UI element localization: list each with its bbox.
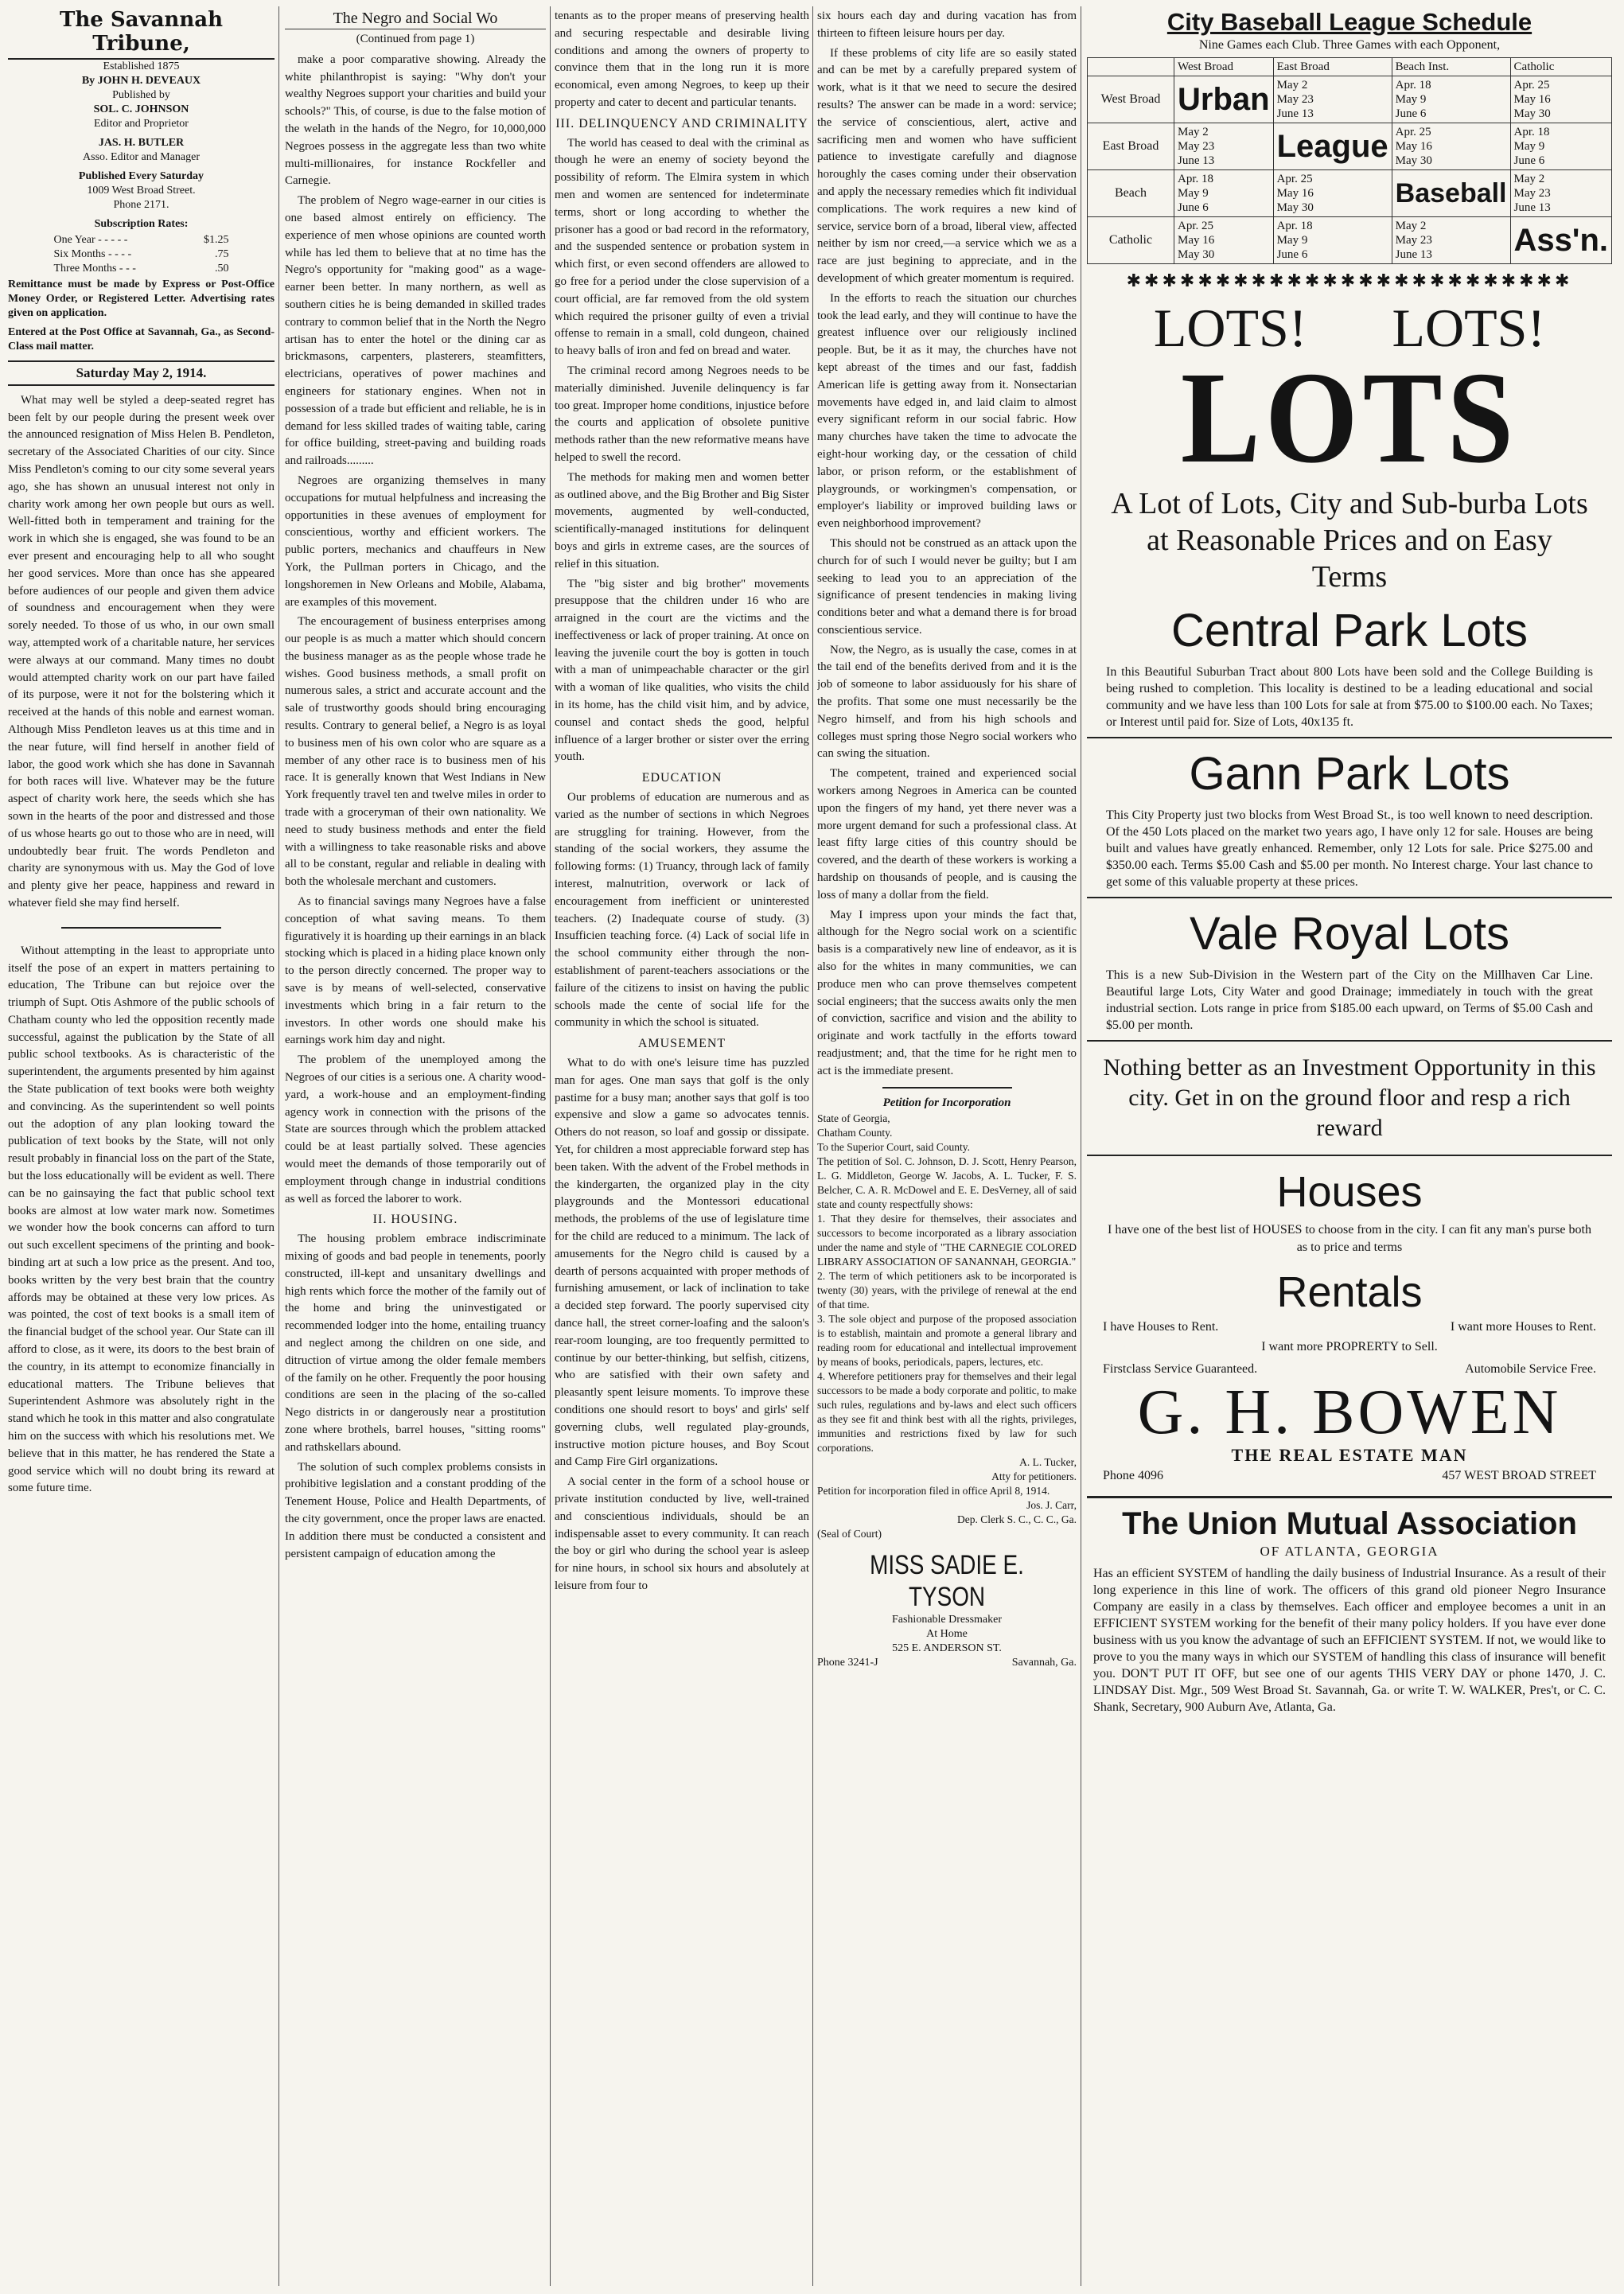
central-park-body: In this Beautiful Suburban Tract about 800 Lots have been sold and the College Building is being rushed to completion. This locality is destined to be a leading educational and social community and we have less than 100 Lots for sale at from $75.00 to $100.00 each. No Taxes; or Interest until paid for. Size of Lots, 40x135 ft. [1106, 664, 1593, 729]
petition-line: 1. That they desire for themselves, their associates and successors to become incorporated as a library association under the name and style of "THE CARNEGIE COLORED LIBRARY ASSOCIATION OF SANANNAH, GEORGIA." [817, 1213, 1077, 1268]
table-row [1088, 169, 1612, 216]
real-estate-advertisement [1087, 298, 1612, 1485]
paragraph: May I impress upon your minds the fact that, although for the Negro social work on a scientific basis is a comparatively new line of endeavor, as it is also for the whites in many communities, we can produce men who can prove themselves competent social engineers; that the success awaits only the men of conviction, sacrifice and vision and the ability to originate and work tactfully in the efforts toward readjustment; and, that the time for he right men to act is the immediate present. [817, 908, 1077, 1077]
table-cell: Apr. 18 May 9 June 6 [1273, 216, 1392, 263]
table-row [1088, 123, 1612, 169]
petition-line: 4. Wherefore petitioners pray for themselves and their legal successors to be made a body corporate and politic, to make such rules, regulations and by-laws and elect such officers as they see fit and think best with all the rights, privileges, immunities and restrictions fixed by law for such corporations. [817, 1370, 1077, 1455]
paragraph: Negroes are organizing themselves in many occupations for mutual helpfulness and increasing the opportunities in these avenues of employment for conscientious, worthy and efficient workers. The public porters, mechanics and chauffeurs in New York, the Pullman porters in Chicago, and the longshoremen in New Orleans and Mobile, Alabama, are examples of this movement. [285, 473, 546, 609]
table-cell: May 2 May 23 June 13 [1273, 76, 1392, 123]
paragraph: In the efforts to reach the situation our churches took the lead early, and they will continue to have the greatest influence over our religiously inclined people. But, be it as it may, the churches have not kept abreast of the times and our fast, faddish American life is getting away from it. Nonsectarian movements have edged in, and laid claim to almost every significant reform in our social fabric. How many churches have taken the time to advocate the eight-hour working day, or the cessation of child labor, or prison reform, or the establishment of playgrounds, or workingmen's compensation, or employer's liability or improved building laws or even neighborhood improvement? [817, 291, 1077, 531]
article-heading: The Negro and Social Wo [285, 8, 546, 29]
baseball-table [1087, 57, 1612, 264]
paragraph: What to do with one's leisure time has puzzled man for ages. One man says that golf is the only pastime for a busy man; another says that golf is too expensive and slow a game so advocates tennis. Others do not reason, so loaf and gossip or dissipate. Yet, for children a most appreciable forward step has been taken. With the advent of the Frobel methods in the kindergarten, the organized play in the city playgrounds and the Montessori educational methods, the problems of the use of legislature time for the child are reduced to a minimum. The lack of amusements for the Negro child is caused by a dearth of persons acquainted with proper methods of furnishing amusement, or lack of inclination to take a decided step forward. The poorly supervised city dance hall, the street corner-loafing and the saloon's rear-room lounging, are too frequently permitted to continue by our better-thinking, but selfish, citizens, who are satisfied with their own safety and pleasantly spent leisure moments. To improve these conditions one should resort to boys' and girls' self governing clubs, well regulated play-grounds, instructive motion picture houses, and Boy Scout and Camp Fire Girl organizations. [555, 1057, 809, 1469]
masthead-publisher: SOL. C. JOHNSON [93, 103, 189, 115]
tyson-at-home: At Home [926, 1628, 968, 1641]
table-row [1088, 216, 1612, 263]
bowen-address: 457 WEST BROAD STREET [1442, 1468, 1596, 1482]
petition-line: State of Georgia, [817, 1112, 890, 1125]
section-heading-amusement: AMUSEMENT [637, 1037, 726, 1051]
table-row [1088, 76, 1612, 123]
petition-filed: Petition for incorporation filed in office April 8, 1914. [817, 1485, 1050, 1498]
petition-clerk: Jos. J. Carr, [1026, 1499, 1077, 1512]
team-name: East Broad [1088, 123, 1174, 169]
vale-royal-body: This is a new Sub-Division in the Western part of the City on the Millhaven Car Line. Beautiful large Lots, City Water and good Drainage; immediately in touch with the great industrial section. Lots range in price from $185.00 each upward, on Terms of $5.00 Cash and $5.00 per month. [1106, 968, 1593, 1032]
rentals-more: I want more PROPRERTY to Sell. [1261, 1340, 1438, 1354]
column-rule [278, 6, 279, 2286]
divider [61, 927, 221, 929]
table-cell: Urban [1174, 76, 1274, 123]
tyson-address: 525 E. ANDERSON ST. [892, 1642, 1002, 1655]
divider [1087, 1155, 1612, 1156]
masthead [8, 8, 275, 354]
column-social-work [285, 8, 546, 2284]
table-header: East Broad [1273, 57, 1392, 76]
paragraph: If these problems of city life are so easily stated and can be met by a carefully prepared system of work, what is it that we need to secure the desired results? The answer can be made in a word: service; the service of conscientious, alert, active and sacrificing men and women who have sufficient patience to investigate carefully and diagnose horoughly the cases coming under their observation and apply the necessary remedies which fit individual complications. The work requires a new kind of service, service born of a broad, liberal view, affected neither by ism nor creed,—a service which we as a race are just begining to appreciate, and in the development of which greater momentum is required. [817, 46, 1077, 285]
baseball-subtitle: Nine Games each Club. Three Games with each Opponent, [1198, 38, 1501, 52]
masthead-phone: Phone 2171. [113, 199, 169, 211]
column-rule [812, 6, 813, 2286]
paragraph: The methods for making men and women better as outlined above, and the Big Brother and Big Sister movements, augmented by well-conducted, scientifically-managed institutions for delinquent boys and girls in extreme cases, are the sources of relief in this situation. [555, 470, 809, 571]
union-subtitle: OF ATLANTA, GEORGIA [1260, 1543, 1439, 1559]
rate-row: Six Months - - - - .75 [53, 248, 229, 260]
table-header: Catholic [1510, 57, 1611, 76]
divider [1087, 897, 1612, 898]
bowen-name: G. H. BOWEN [1137, 1377, 1562, 1448]
tyson-phone: Phone 3241-J [817, 1657, 878, 1669]
investment-slogan: Nothing better as an Investment Opportunity in this city. Get in on the ground floor and resp a rich reward [1103, 1054, 1596, 1141]
paragraph: This should not be construed as an attack upon the church for of such I would never be guilty; but I am seeking to lead you to an appreciation of the significance of present tendencies in making living conditions beter and what a demand there is for broad conscientious service. [817, 536, 1077, 637]
issue-date: Saturday May 2, 1914. [8, 360, 275, 386]
table-cell: Apr. 18 May 9 June 6 [1174, 169, 1274, 216]
petition-line: 2. The term of which petitioners ask to be incorporated is twenty (30) years, with the privilege of renewal at the end of that time. [817, 1270, 1077, 1311]
petition-attorney: A. L. Tucker, [1019, 1456, 1077, 1469]
remittance-note: Remittance must be made by Express or Post-Office Money Order, or Registered Letter. Advertising rates given on application. [8, 278, 275, 319]
table-cell: Apr. 25 May 16 May 30 [1392, 123, 1510, 169]
petition-line: To the Superior Court, said County. [817, 1141, 971, 1154]
petition-notice [817, 1095, 1077, 1542]
bowen-tagline: THE REAL ESTATE MAN [1231, 1445, 1468, 1466]
tyson-tagline: Fashionable Dressmaker [891, 1614, 1003, 1626]
divider [1087, 1040, 1612, 1042]
table-header: West Broad [1174, 57, 1274, 76]
paragraph: tenants as to the proper means of preserving health and securing respectable and desirable living conditions and among the owners of property to convince them that in the long run it is more economical, even among Negroes, to keep up their property and cater to decent and particular tenants. [555, 10, 809, 109]
editorial-pendleton: What may well be styled a deep-seated regret has been felt by our people during the present week over the announced resignation of Miss Helen B. Pendleton, secretary of the Associated Charities of our city. Since Miss Pendleton's coming to our city some several years ago, she has shown an unusual interest not only in charity work among her own people but ours as well. Well-fitted both in temperament and training for the work in which she is engaged, she was found to be an ever present and encouraging help to all who sought her good services. More than once has she appeared before audiences of our people and given them advice of soundness and encouragement when they were sorely needed. To those of us who, in our own small way, attempted work of a charitable nature, her services were always at our command. Many times no doubt would attempted charity work on our part have failed of its purpose, were it not for the bolstering which it received at the hands of this noble and earnest woman. Although Miss Pendleton leaves us at this time and in the near future, will find herself in another field of labor, the good work which she has done in Savannah for both races will live. Whatever may be the future aspect of charity work here, the seeds which she has sown in the hearts of the poor and distressed and those of us whose hearts go out to those who are in need, will undoubtedly bear fruit. The words Pendleton and charity are synonymous with us. May the God of love and plenty give her peace, happiness and reward in whatever field she may find herself. [8, 393, 275, 909]
paragraph: The problem of Negro wage-earner in our cities is one based almost entirely on efficiency. The experience of men whose opinions are counted worth while has led them to believe that at no time has the Negro's opportunity for "making good" as a wage-earner been better. In many northern, as well as southern cities he is being demanded in skilled trades contrary to common belief that in the North the Negro artisan has to enter the hotel or the dining car as brickmasons, carpenters, plasterers, steamfitters, electricians, operatives of power machines and engineers for stationary engines. When not in possession of a trade but efficient and reliable, he is in demand for less skilled trades of waiting table, caring for office building, street-paving and building roads and railroads......... [285, 194, 546, 468]
central-park-title: Central Park Lots [1170, 604, 1529, 656]
paragraph: The criminal record among Negroes needs to be materially diminished. Juvenile delinquency is far too great. Improper home conditions, injustice before the courts and application of obsolete punitive methods rather than the new reformative means have helped to swell the record. [555, 364, 809, 464]
paragraph: The housing problem embrace indiscriminate mixing of goods and bad people in tenements, poorly constructed, ill-kept and unsanitary dwellings and high rents which force the mother of the family out of the home and bring the uninvestigated or recommended lodger into the home, entailing truancy and neglect among the children on one side, and ditruction of virtue among the older female members of the family on he other. Frequently the poor housing conditions are seen in the placing of the so-called Nego districts in or dangerously near a prostitution zone where brothels, barrel houses, "sitting rooms" and rathskellars abound. [285, 1233, 546, 1454]
rentals-want: I want more Houses to Rent. [1450, 1319, 1596, 1334]
gann-park-title: Gann Park Lots [1189, 747, 1510, 800]
lots-tagline: A Lot of Lots, City and Sub-burba Lots at Reasonable Prices and on Easy Terms [1111, 486, 1588, 594]
baseball-title: City Baseball League Schedule [1166, 8, 1532, 36]
paragraph: Now, the Negro, as is usually the case, comes in at the tail end of the benefits derived from and it is the job of someone to labor assiduously for his share of the profits. That some one must necessarily be the Negro himself, and from his high schools and colleges must spring those Negro social workers who can swing the situation. [817, 643, 1077, 761]
table-cell: May 2 May 23 June 13 [1392, 216, 1510, 263]
team-name: Beach [1088, 169, 1174, 216]
team-name: Catholic [1088, 216, 1174, 263]
rates-table [54, 233, 229, 276]
baseball-schedule [1087, 8, 1612, 264]
column-editorial [8, 8, 275, 2284]
divider [1087, 1496, 1612, 1498]
table-header: Beach Inst. [1392, 57, 1510, 76]
divider [1087, 737, 1612, 738]
houses-body: I have one of the best list of HOUSES to choose from in the city. I can fit any man's purse both as to price and terms [1108, 1222, 1591, 1254]
table-cell: May 2 May 23 June 13 [1174, 123, 1274, 169]
paragraph: The world has ceased to deal with the criminal as though he were an enemy of society beyond the possibility of reform. The Elmira system in which men and women are sentenced for indeterminate terms, short or long according to whether the prisoner has a good or bad record in the reformatory, and the suspended sentence or probation system in which first, or even second offenders are allowed to go free for a period under the close supervision of a court official, are far removed from the old system which required the prisoner guilty of even a trivial offense to remain in a small, cold dungeon, chained to heavy balls of iron and fed on bread and water. [555, 136, 809, 358]
rate-row: Three Months - - - .50 [53, 263, 229, 275]
team-name: West Broad [1088, 76, 1174, 123]
petition-line: 3. The sole object and purpose of the proposed association is to establish, maintain and promote a general library and reading room for educational and intellectual improvement by means of books, periodicals, papers, lectures, etc. [817, 1313, 1077, 1369]
table-cell: Apr. 25 May 16 May 30 [1273, 169, 1392, 216]
table-cell: Apr. 18 May 9 June 6 [1392, 76, 1510, 123]
continued-note: (Continued from page 1) [356, 33, 475, 45]
rates-title: Subscription Rates: [94, 218, 189, 230]
vale-royal-title: Vale Royal Lots [1190, 907, 1509, 960]
union-mutual-advertisement [1087, 1505, 1612, 1716]
paragraph: The solution of such complex problems consists in prohibitive legislation and a constant prodding of the Tenement House, Police and Health Departments, of the city government, once the proper laws are enacted. In addition there must be conducted a consistent and persistent campaign of education among the [285, 1460, 546, 1560]
rentals-title: Rentals [1276, 1268, 1423, 1316]
editorial-textbooks: Without attempting in the least to appropriate unto itself the pose of an expert in matters pertaining to education, The Tribune can but rejoice over the triumph of Supt. Otis Ashmore of the public schools of Chatham county who led the opposition recently made successful, against the publication by the State of all public school textbooks. As is characteristic of the superintendent, the arguments presented by him against the State publication of text books were both weighty and convincing. As the superintendent so well points out the adoption of any plan looking toward the publication of text books by the State, will not only result probably in financial loss on the part of the State, but the loss educationally will be evident as well. There can be no gainsaying the fact that public school text books are almost at low water mark now. Sometimes we wonder how the book concerns can afford to turn out such excellent specimens of the printing and book-binding art at such a low price as the present. And too, books written by the very best brain that the country affords may be obtained at these very low prices. As was pointed, the cost of text books is a small item of the financial budget of the school year. Our State can ill afford to close, as it were, its doors to the best brain of the country, in its attempt to economize financially in educational matters. The Tribune believes that Superintendent Ashmore was absolutely right in the stand which he took in this matter and also congratulate him on the success with which his resolutions met. We believe that in this matter, he has rendered the State a good service which will no doubt bring its reward at some future time. [8, 944, 275, 1495]
paragraph: six hours each day and during vacation has from thirteen to fifteen leisure hours per day. [817, 10, 1077, 40]
bowen-contact [1103, 1467, 1596, 1485]
petition-title: Petition for Incorporation [882, 1096, 1011, 1109]
petition-attorney-role: Atty for petitioners. [991, 1470, 1077, 1483]
paragraph: Our problems of education are numerous and as varied as the number of sections in which Negroes are struggling for training. However, from the standing of the social workers, they assume the following forms: (1) Truancy, through lack of family interest, malnutrition, overwork or lack of encouragement from inefficient or uninterested teachers. (2) Inadequate course of study. (3) Insufficien teaching force. (4) Lack of social life in the school community either through the non-establishment of parent-teachers associations or the failure of the citizens to insist on having the public schools made the cente of social life for the community in which the school is situated. [555, 791, 809, 1030]
tyson-city: Savannah, Ga. [1011, 1657, 1077, 1669]
paragraph: The competent, trained and experienced social workers among Negroes in America can be counted upon the fingers of my hand, yet there never was a more urgent demand for such a professional class. At least fifty large cities of this country should be covered, and the dearth of these workers is working a hardship on thousands of people, and is causing the loss of many a dollar from the field. [817, 767, 1077, 902]
masthead-published-by: Published by [112, 89, 170, 101]
petition-seal: (Seal of Court) [817, 1528, 882, 1540]
paragraph: The encouragement of business enterprises among our people is as much a matter which should concern the business manager as as the people whose trade he wishes. Good business methods, a small profit on numerous sales, a strict and accurate account and the sale of trustworthy goods should bring encouraging results. Contrary to general belief, a Negro is as loyal to business men of his own color who are square as a member of any other race is to business men of his race. It is generally known that West Indians in New York frequently travel ten and twelve miles in order to trade with a groceryman of their own nationality. We need to study business methods and enter the field with a willingness to take reasonable risks and above all to be constant, regular and reliable in dealing with both the wholesale merchant and customers. [285, 615, 546, 889]
section-heading-housing: II. HOUSING. [372, 1213, 458, 1227]
column-social-work-end [817, 8, 1077, 2284]
rate-row: One Year - - - - - $1.25 [53, 234, 229, 246]
gann-park-body: This City Property just two blocks from West Broad St., is too well known to need description. Of the 450 Lots placed on the market two years ago, I have only 12 for sale. Houses are being built and values have greatly enhanced. Remember, only 12 Lots for sale. Price $275.00 and $350.00 each. Terms $5.00 Cash and $5.00 per month. No Interest charge. Your last chance to get some of this valuable property at these prices. [1106, 808, 1593, 889]
paragraph: The "big sister and big brother" movements presuppose that the children under 16 who are arraigned in the court are the victims and the ineffectiveness or lack of proper training. At once on leaving the juvenile court the boy is gotten in touch with a man of unimpeachable character or the girl with a woman of like qualities, who visits the child in its home, has the child visit him, and by advice, counsel and contact sheds the good, helpful influence of a larger brother or sister over the erring youth. [555, 577, 809, 764]
table-cell: Ass'n. [1510, 216, 1611, 263]
petition-line: The petition of Sol. C. Johnson, D. J. Scott, Henry Pearson, L. G. Middleton, George W. Jacobs, A. L. Tucker, F. S. Belcher, C. A. R. McDowel and E. E. DesVerney, all of said state and county respectfully shows: [817, 1155, 1077, 1211]
table-cell: League [1273, 123, 1392, 169]
column-rule [550, 6, 551, 2286]
table-cell: Apr. 25 May 16 May 30 [1510, 76, 1611, 123]
table-cell: Apr. 18 May 9 June 6 [1510, 123, 1611, 169]
petition-clerk-role: Dep. Clerk S. C., C. C., Ga. [957, 1513, 1077, 1526]
tyson-name: MISS SADIE E. TYSON [870, 1550, 1024, 1613]
houses-title: Houses [1276, 1167, 1423, 1216]
rentals-line [1103, 1318, 1596, 1336]
paragraph: make a poor comparative showing. Already the white philanthropist is saying: "Why don't your wealthy Negroes support your charities and build your schools?" This, of course, is due to the false motion of the welath in the hands of the Negro, for 10,000,000 Negroes possess in the aggregate less than two white multi-millionaires, for instance Rockfeller and Carnegie. [285, 53, 546, 188]
section-heading-delinquency: III. DELINQUENCY AND CRIMINALITY [555, 116, 808, 130]
rentals-have: I have Houses to Rent. [1103, 1319, 1219, 1334]
masthead-publisher-role: Editor and Proprietor [94, 118, 189, 130]
divider [882, 1087, 1012, 1089]
masthead-founder: By JOHN H. DEVEAUX [81, 75, 201, 87]
tyson-contact [817, 1656, 1077, 1670]
column-advertisements [1087, 8, 1612, 2284]
table-header-row [1088, 57, 1612, 76]
automobile-service: Automobile Service Free. [1465, 1362, 1596, 1377]
star-border: ✱✱✱✱✱✱✱✱✱✱✱✱✱✱✱✱✱✱✱✱✱✱✱✱✱ [1126, 271, 1573, 290]
tyson-advertisement [817, 1549, 1077, 1670]
table-cell: Apr. 25 May 16 May 30 [1174, 216, 1274, 263]
masthead-schedule: Published Every Saturday [78, 170, 204, 182]
postal-entry-note: Entered at the Post Office at Savannah, Ga., as Second-Class mail matter. [8, 326, 275, 352]
lots-banner: LOTS! LOTS! [1153, 297, 1546, 358]
masthead-address: 1009 West Broad Street. [87, 185, 196, 197]
masthead-manager: JAS. H. BUTLER [98, 137, 185, 149]
table-cell: May 2 May 23 June 13 [1510, 169, 1611, 216]
service-line [1103, 1361, 1596, 1378]
union-body: Has an efficient SYSTEM of handling the daily business of Industrial Insurance. As a result of their long experience in this line of work. The officers of this grand old pioneer Negro Insurance Company are easily in a class by themselves. Each officer and employee becomes a unit in an EFFICIENT SYSTEM working for the benefit of their many policy holders. If you have ever done business with us you know the advantage of such an EFFICIENT SYSTEM. If not, we would like to prove to you the many ways in which our SYSTEM of handling this class of insurance will benefit you. DON'T PUT IT OFF, but see one of our agents THIS VERY DAY or phone 1470, J. C. LINDSAY Dist. Mgr., 509 West Broad St. Savannah, Ga. or write T. W. WALKER, Pres't, or C. C. Shank, Secretary, 900 Auburn Ave, Atlanta, Ga. [1093, 1566, 1606, 1714]
masthead-title: The Savannah Tribune, [8, 8, 275, 60]
bowen-phone: Phone 4096 [1103, 1468, 1163, 1482]
paragraph: The problem of the unemployed among the Negroes of our cities is a serious one. A charity wood-yard, a work-house and an employment-finding agency work in connection with the prisons of the State are sources through which the problem attacked could be at least partially solved. These agencies would meet the demands of those temporarily out of employment through change in industrial conditions as well as forced the laborer to work. [285, 1054, 546, 1205]
section-heading-education: EDUCATION [641, 771, 722, 785]
table-cell: Baseball [1392, 169, 1510, 216]
petition-line: Chatham County. [817, 1127, 893, 1139]
union-title: The Union Mutual Association [1122, 1505, 1577, 1541]
lots-headline: LOTS [1180, 345, 1519, 490]
paragraph: A social center in the form of a school house or private institution conducted by live, well-trained and conscientious individuals, should be an indispensable asset to every community. It can reach the boy or girl who during the school year is asleep for nine hours, in school six hours and absolutely at leisure from four to [555, 1475, 809, 1592]
paragraph: As to financial savings many Negroes have a false conception of what saving means. To them figuratively it is hoarding up their earnings in an black stocking which is placed in a hiding place known only to the person directly concerned. The proper way to save is by means of well-selected, conservative investments which bring in a fair return to the investors. In other words one should make his earnings work him day and night. [285, 895, 546, 1047]
service-guarantee: Firstclass Service Guaranteed. [1103, 1362, 1258, 1377]
masthead-established: Established 1875 [103, 60, 180, 72]
column-social-work-cont [555, 8, 809, 2284]
masthead-manager-role: Asso. Editor and Manager [83, 151, 200, 163]
